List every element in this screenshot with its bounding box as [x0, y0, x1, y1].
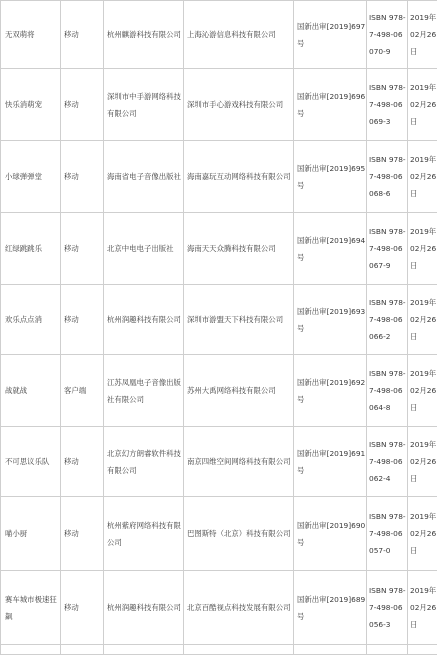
operator-cell: 苏州大禹网络科技有限公司	[184, 355, 294, 427]
approval-number-cell: 国新出审[2019]695号	[294, 141, 367, 213]
isbn-cell: ISBN 978-7-498-06056-3	[367, 571, 408, 645]
approval-number-cell: 国新出审[2019]692号	[294, 355, 367, 427]
date-cell: 2019年02月26日	[408, 1, 437, 69]
isbn-cell: ISBN 978-7-498-06066-2	[367, 285, 408, 355]
table-row	[1, 355, 437, 427]
operator-cell: 深圳市游盟天下科技有限公司	[184, 285, 294, 355]
isbn-cell: ISBN 978-7-498-06069-3	[367, 69, 408, 141]
operator-cell: 南京四维空间网络科技有限公司	[184, 427, 294, 497]
table-row	[1, 69, 437, 141]
platform-cell: 移动	[61, 213, 104, 285]
date-cell: 2019年02月26日	[408, 497, 437, 571]
game-name-cell: 欢乐点点消	[1, 285, 61, 355]
publisher-cell: 杭州麒游科技有限公司	[104, 1, 184, 69]
game-name-cell: 红绿跳跳乐	[1, 213, 61, 285]
game-name-cell: 喵小厨	[1, 497, 61, 571]
table-row	[1, 497, 437, 571]
table-row	[1, 285, 437, 355]
isbn-cell: ISBN 978-7-498-06070-9	[367, 1, 408, 69]
platform-cell: 移动	[61, 571, 104, 645]
isbn-cell: ISBN 978-7-498-06064-8	[367, 355, 408, 427]
table-row	[1, 213, 437, 285]
game-name-cell: 无双萌将	[1, 1, 61, 69]
publisher-cell: 海南省电子音像出版社	[104, 141, 184, 213]
operator-cell: 深圳市手心游戏科技有限公司	[184, 69, 294, 141]
game-name-cell: 赛车城市极速狂飙	[1, 571, 61, 645]
approval-number-cell: 国新出审[2019]694号	[294, 213, 367, 285]
approval-number-cell: 国新出审[2019]696号	[294, 69, 367, 141]
platform-cell: 移动	[61, 69, 104, 141]
approval-number-cell: 国新出审[2019]689号	[294, 571, 367, 645]
isbn-cell: ISBN 978-7-498-06068-6	[367, 141, 408, 213]
publisher-cell: 北京幻方朗睿软件科技有限公司	[104, 427, 184, 497]
date-cell: 2019年02月26日	[408, 141, 437, 213]
platform-cell: 客户端	[61, 355, 104, 427]
game-name-cell: 小球弹弹堂	[1, 141, 61, 213]
publisher-cell: 北京中电电子出版社	[104, 213, 184, 285]
operator-cell: 巴图斯特（北京）科技有限公司	[184, 497, 294, 571]
date-cell: 2019年02月26日	[408, 427, 437, 497]
isbn-cell: ISBN 978-7-498-06067-9	[367, 213, 408, 285]
approval-number-cell: 国新出审[2019]697号	[294, 1, 367, 69]
approval-number-cell: 国新出审[2019]691号	[294, 427, 367, 497]
approval-number-cell: 国新出审[2019]693号	[294, 285, 367, 355]
operator-cell: 海南天天众腾科技有限公司	[184, 213, 294, 285]
operator-cell: 北京百酷视点科技发展有限公司	[184, 571, 294, 645]
isbn-cell: ISBN 978-7-498-06057-0	[367, 497, 408, 571]
game-name-cell: 快乐消萌宠	[1, 69, 61, 141]
operator-cell: 上海沁游信息科技有限公司	[184, 1, 294, 69]
publisher-cell: 杭州润趣科技有限公司	[104, 285, 184, 355]
platform-cell: 移动	[61, 497, 104, 571]
table-row	[1, 141, 437, 213]
table-row	[1, 645, 437, 655]
operator-cell: 海南嘉玩互动网络科技有限公司	[184, 141, 294, 213]
game-name-cell: 战就战	[1, 355, 61, 427]
isbn-cell: ISBN 978-7-498-06062-4	[367, 427, 408, 497]
platform-cell: 移动	[61, 141, 104, 213]
publisher-cell: 江苏凤凰电子音像出版社有限公司	[104, 355, 184, 427]
table-row	[1, 571, 437, 645]
date-cell: 2019年02月26日	[408, 213, 437, 285]
approval-number-cell: 国新出审[2019]690号	[294, 497, 367, 571]
date-cell: 2019年02月26日	[408, 69, 437, 141]
publisher-cell: 杭州润趣科技有限公司	[104, 571, 184, 645]
publisher-cell: 杭州紫府网络科技有限公司	[104, 497, 184, 571]
publisher-cell: 深圳市中手游网络科技有限公司	[104, 69, 184, 141]
date-cell: 2019年02月26日	[408, 285, 437, 355]
table-row	[1, 1, 437, 69]
approval-table-body	[1, 1, 437, 655]
game-name-cell: 不可思议乐队	[1, 427, 61, 497]
date-cell: 2019年02月26日	[408, 355, 437, 427]
platform-cell: 移动	[61, 427, 104, 497]
date-cell: 2019年02月26日	[408, 571, 437, 645]
table-row	[1, 427, 437, 497]
platform-cell: 移动	[61, 285, 104, 355]
platform-cell: 移动	[61, 1, 104, 69]
